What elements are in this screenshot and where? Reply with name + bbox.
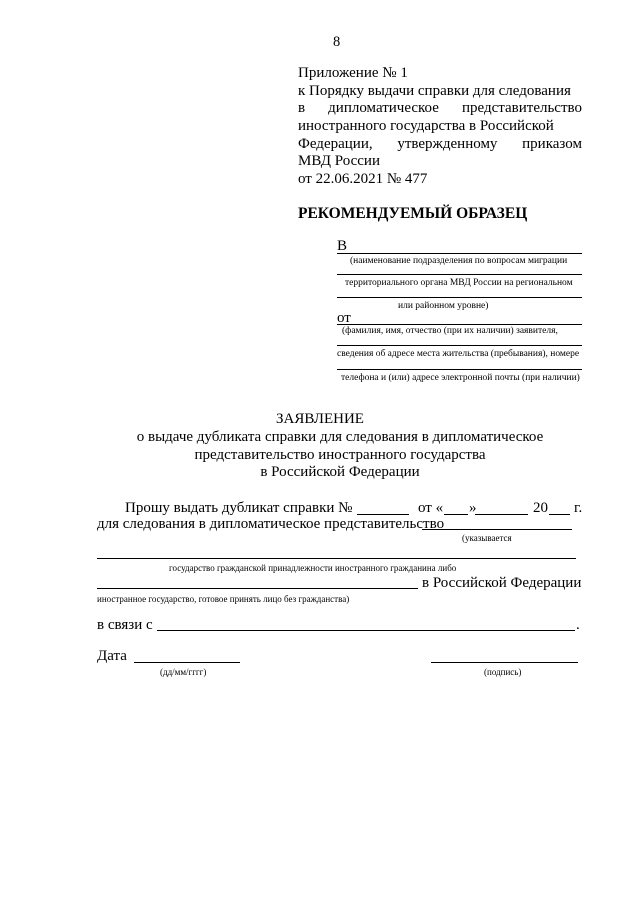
to-field-line-2[interactable] <box>337 274 582 275</box>
appendix-line-4-word: приказом <box>522 136 582 152</box>
in-connection-label: в связи с <box>97 617 153 633</box>
quote-close: » <box>469 500 477 516</box>
day-field[interactable] <box>444 514 468 515</box>
date-field[interactable] <box>134 662 240 663</box>
appendix-line-1: к Порядку выдачи справки для следования <box>298 83 571 99</box>
from-prefix: от <box>337 310 351 326</box>
appendix-line-4-word: утвержденному <box>397 136 498 152</box>
mission-field-line-3[interactable] <box>97 588 418 589</box>
mission-field-line-2[interactable] <box>97 558 576 559</box>
to-field-line-1[interactable] <box>337 253 582 254</box>
date-from-label: от « <box>418 500 444 516</box>
appendix-title: Приложение № 1 <box>298 65 408 81</box>
signature-field[interactable] <box>431 662 578 663</box>
appendix-line-2-word: представительство <box>461 100 582 116</box>
from-field-line-2[interactable] <box>337 345 582 346</box>
to-hint-2: территориального органа МВД России на региональном <box>345 278 573 288</box>
hint-state: государство гражданской принадлежности иностранного гражданина либо <box>169 563 457 573</box>
year-suffix: г. <box>574 500 583 516</box>
sample-heading: РЕКОМЕНДУЕМЫЙ ОБРАЗЕЦ <box>298 205 528 222</box>
reason-period: . <box>576 617 580 633</box>
to-hint-3: или районном уровне) <box>398 301 489 311</box>
in-rf-text: в Российской Федерации <box>422 575 582 591</box>
from-field-line-1[interactable] <box>337 324 582 325</box>
mission-text: для следования в дипломатическое представительство <box>97 516 445 532</box>
to-field-line-3[interactable] <box>337 297 582 298</box>
from-field-line-3[interactable] <box>337 369 582 370</box>
request-text: Прошу выдать дубликат справки № <box>125 500 353 516</box>
appendix-line-2-word: в <box>298 100 306 116</box>
reason-field[interactable] <box>157 630 575 631</box>
appendix-line-4-word: Федерации, <box>298 136 373 152</box>
statement-subtitle-1: о выдаче дубликата справки для следования в дипломатическое <box>136 429 544 445</box>
year-field[interactable] <box>549 514 570 515</box>
appendix-line-2 <box>298 100 582 117</box>
appendix-line-5: МВД России <box>298 153 380 169</box>
hint-foreign: иностранное государство, готовое принять лицо без гражданства) <box>97 594 350 604</box>
from-hint-1: (фамилия, имя, отчество (при их наличии) заявителя, <box>342 326 558 336</box>
from-hint-3: телефона и (или) адресе электронной почты (при наличии) <box>341 373 580 383</box>
certificate-number-field[interactable] <box>357 514 409 515</box>
page-number: 8 <box>333 34 341 50</box>
appendix-line-2-word: дипломатическое <box>328 100 439 116</box>
hint-indicated: (указывается <box>462 533 512 543</box>
statement-subtitle-2: представительство иностранного государства <box>194 447 486 463</box>
mission-field-line-1[interactable] <box>422 529 572 530</box>
date-label: Дата <box>97 648 127 664</box>
month-field[interactable] <box>475 514 528 515</box>
statement-subtitle-3: в Российской Федерации <box>260 464 420 480</box>
date-hint: (дд/мм/гггг) <box>160 667 207 677</box>
appendix-line-3: иностранного государства в Российской <box>298 118 554 134</box>
to-hint-1: (наименование подразделения по вопросам миграции <box>350 256 568 266</box>
to-prefix: В <box>337 238 348 254</box>
appendix-line-6: от 22.06.2021 № 477 <box>298 171 428 187</box>
from-hint-2: сведения об адресе места жительства (пребывания), номере <box>337 349 580 359</box>
year-prefix: 20 <box>533 500 548 516</box>
statement-title: ЗАЯВЛЕНИЕ <box>276 411 364 427</box>
signature-hint: (подпись) <box>484 667 522 677</box>
appendix-line-4 <box>298 136 582 153</box>
